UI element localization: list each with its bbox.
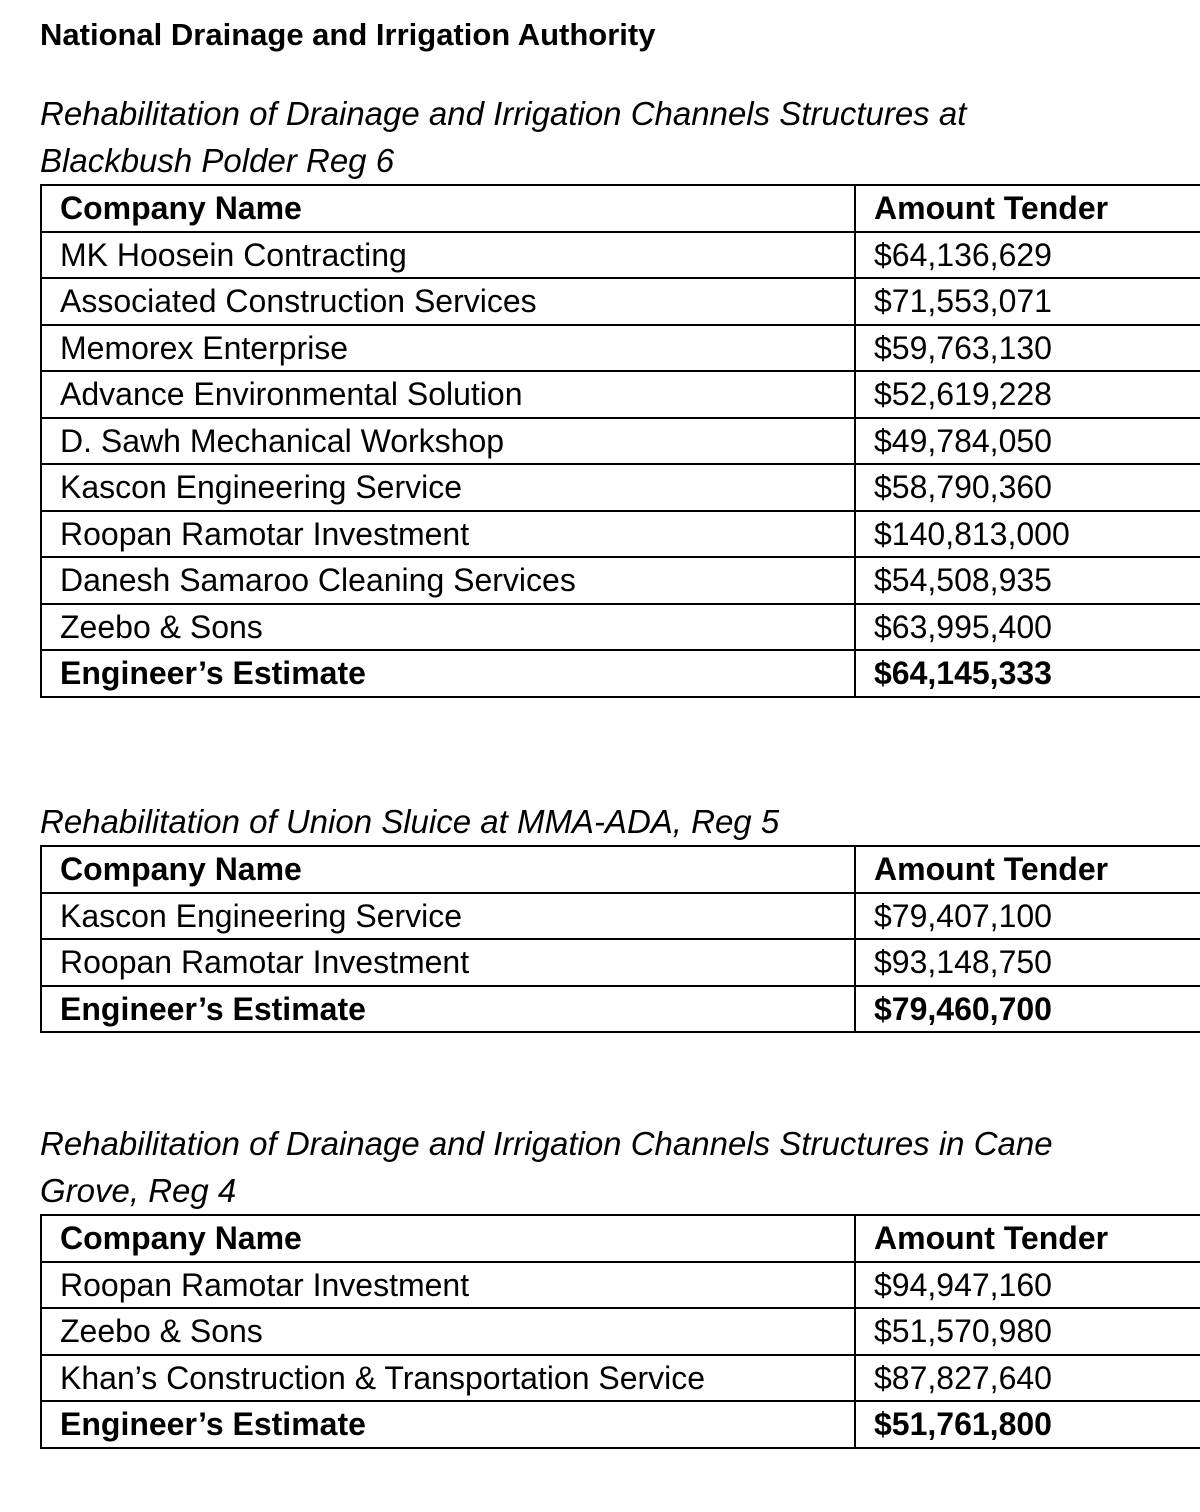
tender-section-blackbush — [40, 90, 1200, 698]
estimate-label: Engineer’s Estimate — [41, 1401, 855, 1448]
company-name-cell: Danesh Samaroo Cleaning Services — [41, 557, 855, 604]
table-row — [41, 604, 1200, 651]
engineers-estimate-row — [41, 986, 1200, 1033]
amount-cell: $58,790,360 — [855, 464, 1200, 511]
amount-cell: $71,553,071 — [855, 278, 1200, 325]
company-name-cell: Zeebo & Sons — [41, 604, 855, 651]
document-title: National Drainage and Irrigation Authority — [40, 17, 656, 52]
amount-cell: $54,508,935 — [855, 557, 1200, 604]
amount-cell: $140,813,000 — [855, 511, 1200, 558]
company-name-cell: Associated Construction Services — [41, 278, 855, 325]
amount-cell: $79,407,100 — [855, 893, 1200, 940]
table-row — [41, 557, 1200, 604]
table-row — [41, 232, 1200, 279]
tender-table — [40, 1214, 1200, 1449]
company-name-cell: Kascon Engineering Service — [41, 893, 855, 940]
estimate-amount: $64,145,333 — [855, 650, 1200, 697]
company-name-cell: MK Hoosein Contracting — [41, 232, 855, 279]
table-row — [41, 939, 1200, 986]
table-row — [41, 511, 1200, 558]
section-title: Rehabilitation of Drainage and Irrigation Channels Structures at Blackbush Polder Reg 6 — [40, 95, 967, 179]
amount-cell: $93,148,750 — [855, 939, 1200, 986]
table-header-row — [41, 846, 1200, 893]
estimate-label: Engineer’s Estimate — [41, 986, 855, 1033]
table-row — [41, 1355, 1200, 1402]
engineers-estimate-row — [41, 650, 1200, 697]
amount-cell: $51,570,980 — [855, 1308, 1200, 1355]
table-header-row — [41, 185, 1200, 232]
company-name-cell: Roopan Ramotar Investment — [41, 1262, 855, 1309]
amount-cell: $64,136,629 — [855, 232, 1200, 279]
amount-tender-header: Amount Tender — [855, 846, 1200, 893]
amount-tender-header: Amount Tender — [855, 185, 1200, 232]
table-row — [41, 1308, 1200, 1355]
company-name-cell: Kascon Engineering Service — [41, 464, 855, 511]
estimate-amount: $51,761,800 — [855, 1401, 1200, 1448]
company-name-header: Company Name — [41, 1215, 855, 1262]
engineers-estimate-row — [41, 1401, 1200, 1448]
company-name-cell: Roopan Ramotar Investment — [41, 939, 855, 986]
table-row — [41, 325, 1200, 372]
estimate-label: Engineer’s Estimate — [41, 650, 855, 697]
table-row — [41, 1262, 1200, 1309]
company-name-header: Company Name — [41, 846, 855, 893]
table-row — [41, 278, 1200, 325]
company-name-cell: Zeebo & Sons — [41, 1308, 855, 1355]
table-row — [41, 418, 1200, 465]
amount-cell: $59,763,130 — [855, 325, 1200, 372]
table-row — [41, 464, 1200, 511]
company-name-cell: Memorex Enterprise — [41, 325, 855, 372]
tender-section-union-sluice — [40, 798, 1200, 1033]
estimate-amount: $79,460,700 — [855, 986, 1200, 1033]
company-name-cell: D. Sawh Mechanical Workshop — [41, 418, 855, 465]
amount-cell: $63,995,400 — [855, 604, 1200, 651]
tender-table — [40, 184, 1200, 698]
amount-cell: $52,619,228 — [855, 371, 1200, 418]
amount-cell: $49,784,050 — [855, 418, 1200, 465]
table-row — [41, 371, 1200, 418]
section-title: Rehabilitation of Drainage and Irrigation Channels Structures in Cane Grove, Reg 4 — [40, 1125, 1053, 1209]
company-name-cell: Advance Environmental Solution — [41, 371, 855, 418]
tender-table — [40, 845, 1200, 1033]
table-row — [41, 893, 1200, 940]
amount-cell: $94,947,160 — [855, 1262, 1200, 1309]
company-name-header: Company Name — [41, 185, 855, 232]
amount-tender-header: Amount Tender — [855, 1215, 1200, 1262]
company-name-cell: Roopan Ramotar Investment — [41, 511, 855, 558]
section-title: Rehabilitation of Union Sluice at MMA-ADA, Reg 5 — [40, 803, 780, 840]
amount-cell: $87,827,640 — [855, 1355, 1200, 1402]
tender-section-cane-grove — [40, 1120, 1200, 1449]
company-name-cell: Khan’s Construction & Transportation Service — [41, 1355, 855, 1402]
table-header-row — [41, 1215, 1200, 1262]
